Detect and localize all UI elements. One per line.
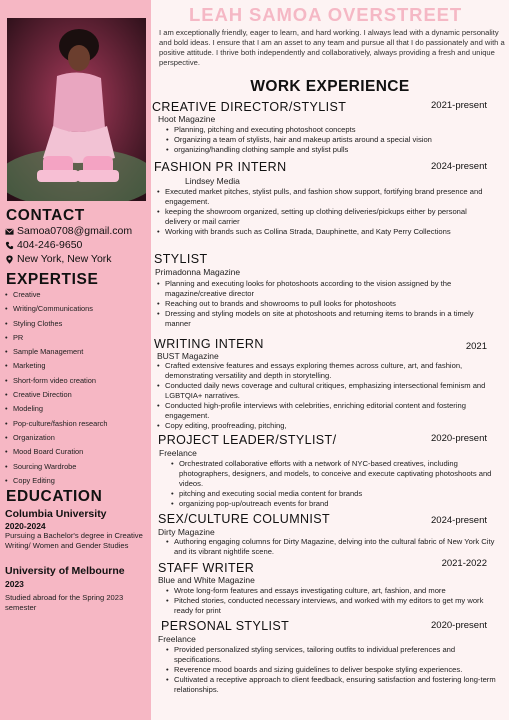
job-date: 2024-present	[431, 161, 487, 172]
education-heading: EDUCATION	[6, 488, 103, 505]
edu-school-name: Columbia University	[5, 508, 107, 520]
expertise-heading: EXPERTISE	[6, 271, 99, 288]
job-title: STAFF WRITER	[158, 561, 255, 575]
job-date: 2021	[465, 341, 487, 352]
list-item: • Crafted extensive features and essays exploring themes across culture, art, and fashion, demonstrating versatility and depth in storytelling.	[157, 361, 492, 381]
job-bullets	[171, 459, 496, 509]
job-date: 2020-present	[431, 433, 487, 444]
list-item: • Pitched stories, conducted necessary interviews, and worked with my editors to get my work ready for print	[166, 596, 501, 616]
list-item: • Dressing and styling models on site at photoshoots and returning items to brands in a timely manner	[157, 309, 492, 329]
expertise-list	[5, 288, 147, 488]
contact-phone[interactable]	[5, 239, 82, 251]
list-item: • Conducted high-profile interviews with celebrities, enriching editorial content and fostering engagement.	[157, 401, 492, 421]
list-item: • Provided personalized styling services, tailoring outfits to individual preferences and specifications.	[166, 645, 501, 665]
job-bullets	[157, 361, 492, 431]
list-item: • pitching and executing social media content for brands	[171, 489, 496, 499]
profile-photo	[7, 18, 146, 201]
main-content	[151, 0, 509, 720]
list-item: • Copy Editing	[5, 474, 147, 488]
job-date: 2021-present	[431, 100, 487, 111]
mail-icon	[5, 227, 14, 236]
job-company: Hoot Magazine	[158, 114, 216, 124]
job-date: 2020-present	[431, 620, 487, 631]
list-item: • Organization	[5, 431, 147, 445]
list-item: • Conducted daily news coverage and cultural critiques, emphasizing intersectional feminism and LGBTQIA+ narratives.	[157, 381, 492, 401]
list-item: • PR	[5, 331, 147, 345]
list-item: • Pop-culture/fashion research	[5, 417, 147, 431]
job-bullets	[157, 279, 492, 329]
edu-description: Pursuing a Bachelor's degree in Creative Writing/ Women and Gender Studies	[5, 531, 143, 550]
job-company: Freelance	[158, 634, 196, 644]
work-experience-heading: WORK EXPERIENCE	[250, 78, 410, 95]
list-item: • Orchestrated collaborative efforts with a network of NYC-based creatives, including photographers, designers, and models, to conceive and execute captivating photoshoots and videos.	[171, 459, 496, 489]
job-bullets	[157, 187, 492, 237]
job-company: BUST Magazine	[157, 351, 219, 361]
list-item: • Copy editing, proofreading, pitching,	[157, 421, 492, 431]
list-item: • Wrote long-form features and essays investigating culture, art, fashion, and more	[166, 586, 501, 596]
job-company: Blue and White Magazine	[158, 575, 255, 585]
edu-school-name: University of Melbourne	[5, 565, 125, 577]
list-item: • keeping the showroom organized, setting up clothing deliveries/pickups either by personal delivery or mail carrier	[157, 207, 492, 227]
sidebar	[0, 0, 151, 720]
job-bullets	[166, 537, 501, 557]
email-text: Samoa0708@gmail.com	[17, 225, 133, 237]
resume-name: LEAH SAMOA OVERSTREET	[189, 4, 463, 25]
job-title: CREATIVE DIRECTOR/STYLIST	[152, 100, 347, 114]
edu-description: Studied abroad for the Spring 2023 semester	[5, 593, 124, 612]
list-item: • Cultivated a receptive approach to client feedback, ensuring satisfaction and fostering long-term relationships.	[166, 675, 501, 695]
job-bullets	[166, 645, 501, 695]
contact-email[interactable]	[5, 225, 132, 237]
job-bullets	[166, 586, 501, 616]
phone-icon	[5, 241, 14, 250]
phone-text: 404-246-9650	[17, 239, 83, 251]
list-item: • organizing/handling clothing sample and stylist pulls	[166, 145, 501, 155]
list-item: • Working with brands such as Collina Strada, Dauphinette, and Katy Perry Collections	[157, 227, 492, 237]
job-title: WRITING INTERN	[154, 337, 264, 351]
list-item: • Short-form video creation	[5, 374, 147, 388]
list-item: • Sourcing Wardrobe	[5, 460, 147, 474]
intro-paragraph: I am exceptionally friendly, eager to learn, and hard working. I always lead with a dynamic personality and bold ideas. I ensure that I am an asset to any team and pursue all that I do passionately and with a positive attitude. I thrive both independently and collaboratively, always providing a fresh and unique perspective.	[159, 28, 505, 67]
job-company: Freelance	[159, 448, 197, 458]
list-item: • Planning, pitching and executing photoshoot concepts	[166, 125, 501, 135]
job-date: 2021-2022	[441, 558, 487, 569]
job-company: Dirty Magazine	[158, 527, 215, 537]
job-company: Primadonna Magazine	[155, 267, 241, 277]
location-pin-icon	[5, 255, 14, 264]
contact-heading: CONTACT	[6, 207, 85, 224]
location-text: New York, New York	[17, 253, 112, 265]
job-title: SEX/CULTURE COLUMNIST	[158, 512, 331, 526]
contact-location	[5, 253, 112, 265]
list-item: • Organizing a team of stylists, hair and makeup artists around a special vision	[166, 135, 501, 145]
list-item: • Creative	[5, 288, 147, 302]
job-title: STYLIST	[154, 252, 208, 266]
list-item: • Marketing	[5, 359, 147, 373]
list-item: • Mood Board Curation	[5, 445, 147, 459]
job-company: Lindsey Media	[185, 176, 240, 186]
list-item: • Modeling	[5, 402, 147, 416]
list-item: • Styling Clothes	[5, 317, 147, 331]
job-title: PERSONAL STYLIST	[161, 619, 290, 633]
job-title: PROJECT LEADER/STYLIST/	[158, 433, 337, 447]
list-item: • Executed market pitches, stylist pulls, and fashion show support, fortifying brand presence and engagement.	[157, 187, 492, 207]
list-item: • Reverence mood boards and sizing guidelines to deliver bespoke styling experiences.	[166, 665, 501, 675]
edu-years: 2023	[5, 579, 24, 589]
list-item: • organizing pop-up/outreach events for brand	[171, 499, 496, 509]
list-item: • Sample Management	[5, 345, 147, 359]
list-item: • Creative Direction	[5, 388, 147, 402]
job-title: FASHION PR INTERN	[154, 160, 287, 174]
list-item: • Authoring engaging columns for Dirty Magazine, delving into the cultural fabric of New York City and its vibrant nightlife scene.	[166, 537, 501, 557]
list-item: • Planning and executing looks for photoshoots according to the vision assigned by the magazine/creative director	[157, 279, 492, 299]
edu-years: 2020-2024	[5, 521, 46, 531]
job-date: 2024-present	[431, 515, 487, 526]
list-item: • Writing/Communications	[5, 302, 147, 316]
job-bullets	[166, 125, 501, 155]
list-item: • Reaching out to brands and showrooms to pull looks for photoshoots	[157, 299, 492, 309]
